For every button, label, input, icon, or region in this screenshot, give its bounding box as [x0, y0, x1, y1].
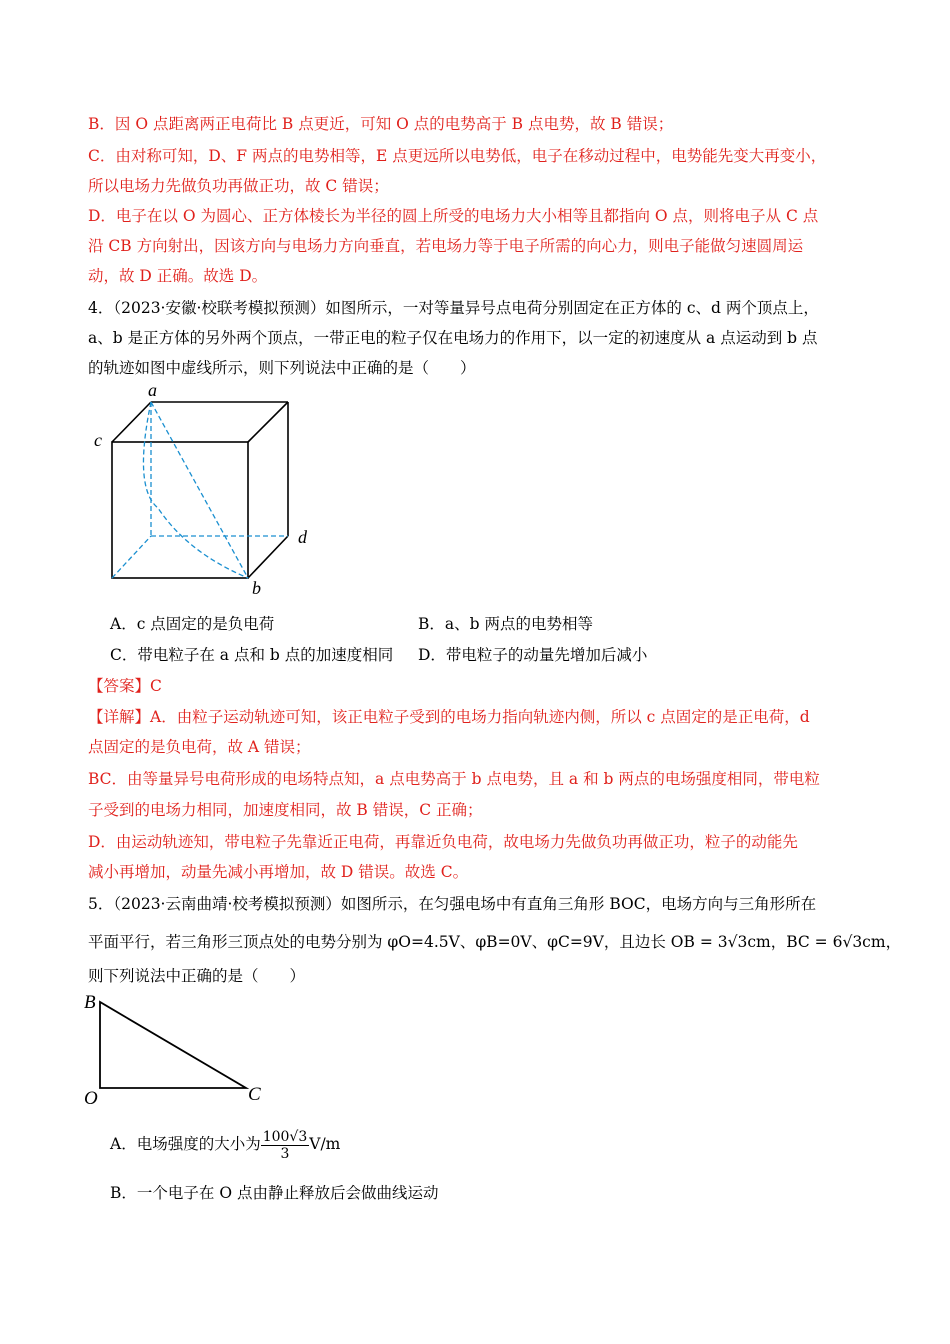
fraction-numerator: 100√3: [262, 1128, 308, 1145]
solution-line-c1: C．由对称可知，D、F 两点的电势相等，E 点更远所以电势低，电子在移动过程中，电势能先变大再变小，: [88, 147, 827, 165]
q4-analysis-d1: D．由运动轨迹知，带电粒子先靠近正电荷，再靠近负电荷，故电场力先做负功再做正功，粒子的动能先: [88, 833, 798, 851]
q5-stem-line1: 5．（2023·云南曲靖·校考模拟预测）如图所示，在匀强电场中有直角三角形 BOC，电场方向与三角形所在: [88, 895, 817, 913]
solution-line-c2: 所以电场力先做负功再做正功，故 C 错误；: [88, 177, 389, 195]
q4-analysis-bc2: 子受到的电场力相同，加速度相同，故 B 错误，C 正确；: [88, 801, 483, 819]
q4-stem-line3: 的轨迹如图中虚线所示，则下列说法中正确的是（ ）: [88, 359, 476, 377]
q5-option-a: [110, 1124, 340, 1168]
q5-option-b: B．一个电子在 O 点由静止释放后会做曲线运动: [110, 1184, 439, 1202]
cube-figure: [88, 378, 328, 600]
solution-line-b: B．因 O 点距离两正电荷比 B 点更近，可知 O 点的电势高于 B 点电势，故 B 错误；: [88, 115, 674, 133]
q4-analysis-a1: 【详解】A．由粒子运动轨迹可知，该正电粒子受到的电场力指向轨迹内侧，所以 c 点固定的是正电荷，d: [88, 708, 810, 726]
triangle-label-o: O: [84, 1088, 98, 1109]
q4-stem-line2: a、b 是正方体的另外两个顶点，一带正电的粒子仅在电场力的作用下，以一定的初速度从 a 点运动到 b 点: [88, 329, 818, 347]
q5-option-a-unit: V/m: [309, 1135, 341, 1153]
q4-analysis-bc1: BC．由等量异号电荷形成的电场特点知，a 点电势高于 b 点电势，且 a 和 b 两点的电场强度相同，带电粒: [88, 770, 820, 788]
solution-line-d1: D．电子在以 O 为圆心、正方体棱长为半径的圆上所受的电场力大小相等且都指向 O 点，则将电子从 C 点: [88, 207, 819, 225]
q4-analysis-a2: 点固定的是负电荷，故 A 错误；: [88, 738, 311, 756]
cube-label-a: a: [148, 380, 157, 400]
triangle-label-b: B: [84, 992, 96, 1013]
q4-option-b: B．a、b 两点的电势相等: [418, 615, 593, 633]
cube-label-d: d: [298, 527, 307, 547]
solution-line-d2: 沿 CB 方向射出，因该方向与电场力方向垂直，若电场力等于电子所需的向心力，则电子能做匀速圆周运: [88, 237, 804, 255]
triangle-label-c: C: [248, 1084, 261, 1105]
q4-option-c: C．带电粒子在 a 点和 b 点的加速度相同: [110, 646, 394, 664]
cube-label-c: c: [94, 430, 102, 450]
cube-label-b: b: [252, 578, 261, 598]
triangle-figure: [84, 990, 274, 1110]
solution-line-d3: 动，故 D 正确。故选 D。: [88, 267, 268, 285]
q5-stem-line2: 平面平行，若三角形三顶点处的电势分别为 φO=4.5V、φB=0V、φC=9V，且边长 OB = 3√3cm，BC = 6√3cm，: [88, 933, 902, 951]
q4-option-a: A．c 点固定的是负电荷: [110, 615, 275, 633]
q4-option-d: D．带电粒子的动量先增加后减小: [418, 646, 648, 664]
q5-stem-line3: 则下列说法中正确的是（ ）: [88, 967, 306, 985]
fraction-denominator: 3: [280, 1145, 290, 1162]
q4-answer: 【答案】C: [88, 677, 162, 695]
q5-option-a-prefix: A．电场强度的大小为: [110, 1135, 261, 1153]
q4-analysis-d2: 减小再增加，动量先减小再增加，故 D 错误。故选 C。: [88, 863, 469, 881]
q5-option-a-fraction: [261, 1129, 310, 1162]
q4-stem-line1: 4．（2023·安徽·校联考模拟预测）如图所示，一对等量异号点电荷分别固定在正方体的 c、d 两个顶点上，: [88, 299, 819, 317]
